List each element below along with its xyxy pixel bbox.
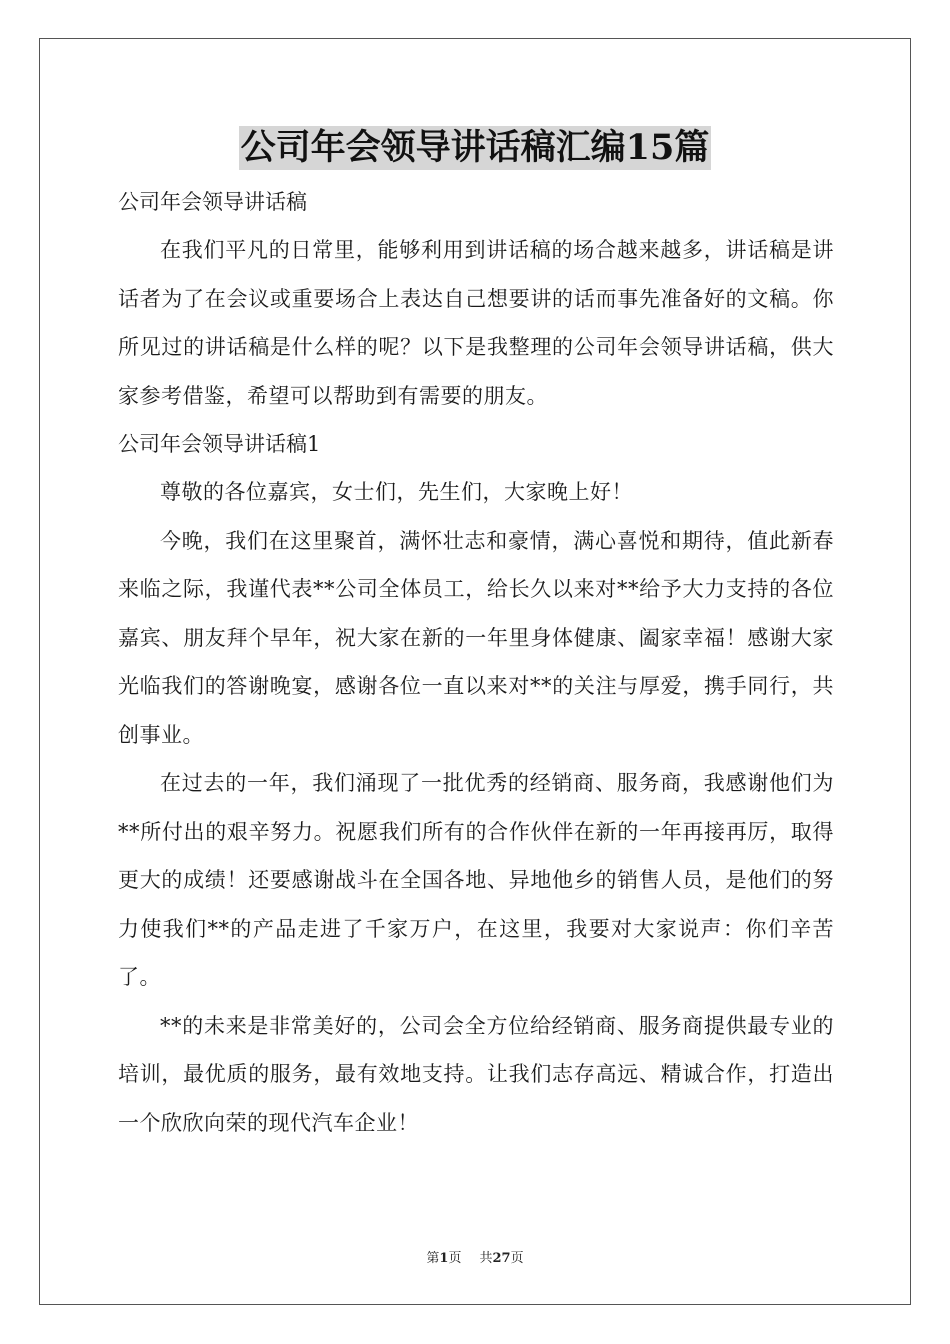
title-container xyxy=(0,126,950,170)
document-title: 公司年会领导讲话稿汇编15篇 xyxy=(240,127,710,168)
total-prefix: 共 xyxy=(479,1251,493,1266)
document-body xyxy=(118,178,834,1147)
total-suffix: 页 xyxy=(510,1251,524,1266)
total-pages: 27 xyxy=(492,1251,511,1266)
page-prefix: 第 xyxy=(426,1251,440,1266)
body-paragraph-future: **的未来是非常美好的，公司会全方位给经销商、服务商提供最专业的培训，最优质的服务，最有效地支持。让我们志存高远、精诚合作，打造出一个欣欣向荣的现代汽车企业！ xyxy=(118,1013,834,1135)
intro-heading: 公司年会领导讲话稿 xyxy=(118,190,307,214)
intro-paragraph: 在我们平凡的日常里，能够利用到讲话稿的场合越来越多，讲话稿是讲话者为了在会议或重要场合上表达自己想要讲的话而事先准备好的文稿。你所见过的讲话稿是什么样的呢？以下是我整理的公司年会领导讲话稿，供大家参考借鉴，希望可以帮助到有需要的朋友。 xyxy=(118,238,834,408)
body-paragraph-past-year: 在过去的一年，我们涌现了一批优秀的经销商、服务商，我感谢他们为**所付出的艰辛努力。祝愿我们所有的合作伙伴在新的一年再接再厉，取得更大的成绩！还要感谢战斗在全国各地、异地他乡的销售人员，是他们的努力使我们**的产品走进了千家万户，在这里，我要对大家说声：你们辛苦了。 xyxy=(118,771,834,989)
section-heading: 公司年会领导讲话稿1 xyxy=(118,432,321,456)
body-paragraph-greeting: 尊敬的各位嘉宾，女士们，先生们，大家晚上好！ xyxy=(160,480,633,504)
body-paragraph-tonight: 今晚，我们在这里聚首，满怀壮志和豪情，满心喜悦和期待，值此新春来临之际，我谨代表**公司全体员工，给长久以来对**给予大力支持的各位嘉宾、朋友拜个早年，祝大家在新的一年里身体健康、阖家幸福！感谢大家光临我们的答谢晚宴，感谢各位一直以来对**的关注与厚爱，携手同行，共创事业。 xyxy=(118,528,834,747)
page-number: 1 xyxy=(439,1251,449,1266)
page-suffix: 页 xyxy=(448,1251,462,1266)
page-footer xyxy=(0,1247,950,1266)
